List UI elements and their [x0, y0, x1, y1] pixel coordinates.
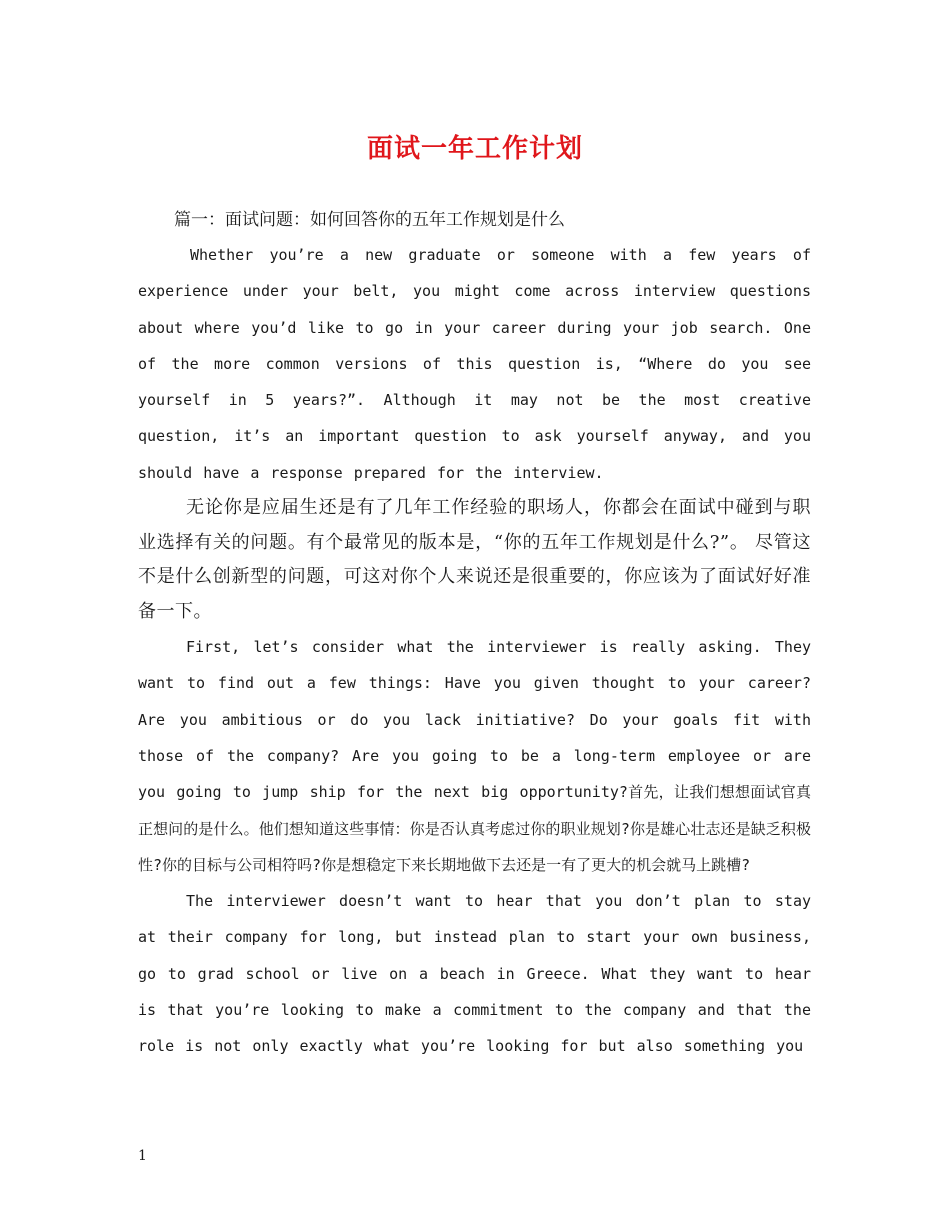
paragraph-interviewer-asking: First, let’s consider what the interviewer is really asking. They want to find out a few things: Have you given thought to your career? Are you ambitious or do you lack initiative? Do your goals fit with those of the company? Are you going to be a long-term employee or are you going to jump ship for the next big opportunity?首先，让我们想想面试官真正想问的是什么。他们想知道这些事情：你是否认真考虑过你的职业规划?你是雄心壮志还是缺乏积极性?你的目标与公司相符吗?你是想稳定下来长期地做下去还是一有了更大的机会就马上跳槽?: [138, 638, 811, 874]
paragraph-english-intro: Whether you’re a new graduate or someone with a few years of experience under your belt, you might come across interview questions about where you’d like to go in your career during your job search. One of the more common versions of this question is, “Where do you see yourself in 5 years?”. Although it may not be the most creative question, it’s an important question to ask yourself anyway, and you should have a response prepared for the interview.: [138, 246, 811, 482]
document-body: [138, 205, 811, 1065]
document-title: 面试一年工作计划: [366, 134, 583, 164]
page-number: 1: [138, 1148, 147, 1164]
section-heading: 篇一：面试问题：如何回答你的五年工作规划是什么: [174, 210, 565, 230]
paragraph-chinese-intro: 无论你是应届生还是有了几年工作经验的职场人，你都会在面试中碰到与职业选择有关的问题。有个最常见的版本是，“你的五年工作规划是什么?”。 尽管这不是什么创新型的问题，可这对你个人来说还是很重要的，你应该为了面试好好准备一下。: [138, 497, 811, 622]
paragraph-interviewer-wants: The interviewer doesn’t want to hear that you don’t plan to stay at their company for long, but instead plan to start your own business, go to grad school or live on a beach in Greece. What they want to hear is that you’re looking to make a commitment to the company and that the role is not only exactly what you’re looking for but also something you: [138, 892, 811, 1056]
